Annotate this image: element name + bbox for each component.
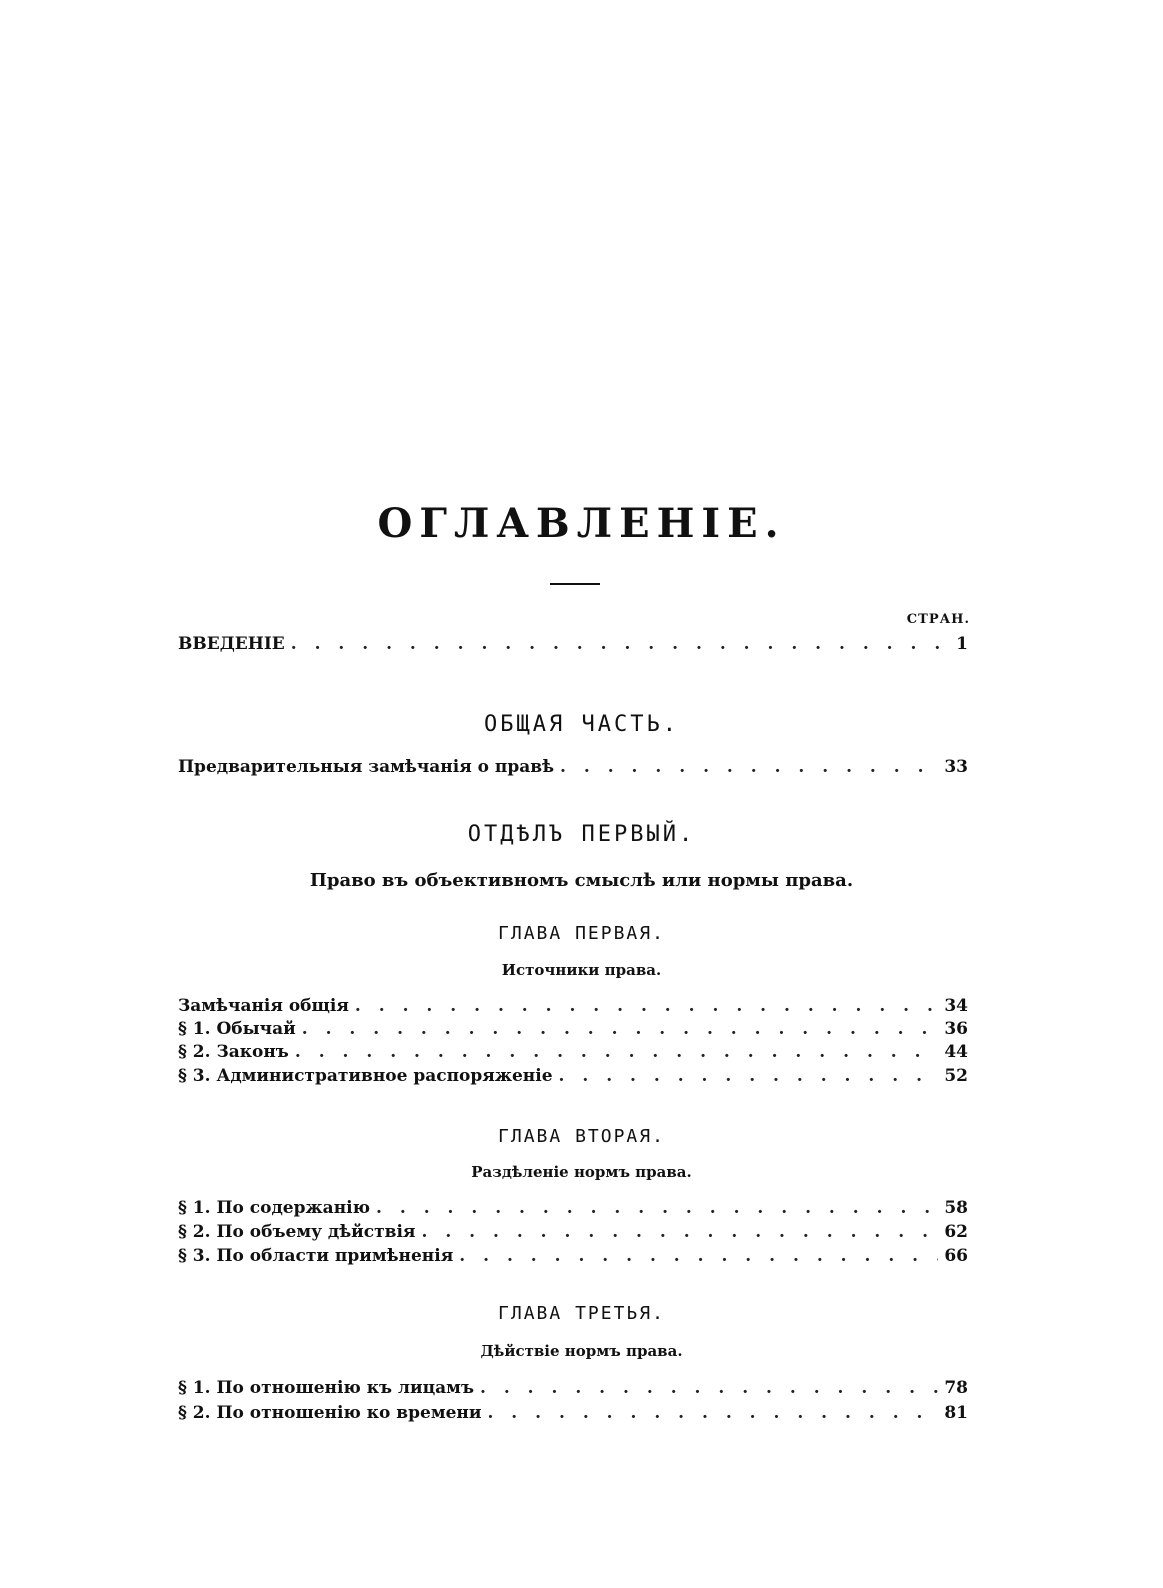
chapter-subheading: Раздѣленіе нормъ права. — [471, 1163, 692, 1181]
toc-entry[interactable] — [178, 1246, 968, 1270]
chapter-subheading: Источники права. — [501, 961, 662, 979]
section-subheading: Право въ объективномъ смыслѣ или нормы права. — [309, 870, 854, 891]
dot-leader — [355, 996, 938, 1016]
toc-entry[interactable] — [178, 757, 968, 781]
toc-entry-label: Замѣчанія общія — [178, 996, 349, 1016]
chapter-heading: ГЛАВА ВТОРАЯ. — [498, 1126, 665, 1147]
toc-entry-page: 34 — [944, 996, 968, 1016]
toc-entry-label: ВВЕДЕНІЕ — [178, 634, 285, 654]
toc-entry-label: Предварительныя замѣчанія о правѣ — [178, 757, 555, 777]
chapter-heading: ГЛАВА ПЕРВАЯ. — [498, 923, 665, 944]
page-title: ОГЛАВЛЕНІЕ. — [377, 500, 786, 547]
toc-entry[interactable] — [178, 1019, 968, 1043]
toc-entry[interactable] — [178, 1198, 968, 1222]
title-rule — [550, 583, 600, 585]
part-heading: ОБЩАЯ ЧАСТЬ. — [484, 712, 679, 737]
toc-entry[interactable] — [178, 1378, 968, 1402]
toc-entry[interactable] — [178, 1066, 968, 1090]
toc-entry-label: § 1. По отношенію къ лицамъ — [178, 1378, 474, 1398]
toc-entry-label: § 2. По объему дѣйствія — [178, 1222, 416, 1242]
toc-entry-label: § 1. Обычай — [178, 1019, 296, 1039]
toc-entry-intro[interactable] — [178, 634, 968, 658]
toc-entry[interactable] — [178, 1222, 968, 1246]
toc-entry-label: § 3. По области примѣненія — [178, 1246, 454, 1266]
dot-leader — [559, 1066, 939, 1086]
toc-entry-label: § 3. Административное распоряженіе — [178, 1066, 553, 1086]
toc-entry-page: 58 — [944, 1198, 968, 1218]
toc-entry-page: 78 — [944, 1378, 968, 1398]
chapter-heading: ГЛАВА ТРЕТЬЯ. — [498, 1303, 665, 1324]
toc-entry-page: 36 — [944, 1019, 968, 1039]
toc-entry-page: 66 — [944, 1246, 968, 1266]
dot-leader — [291, 634, 940, 654]
dot-leader — [459, 1246, 938, 1266]
page-column-label: СТРАН. — [906, 612, 970, 627]
dot-leader — [560, 757, 938, 777]
dot-leader — [480, 1378, 938, 1398]
toc-entry[interactable] — [178, 996, 968, 1020]
toc-entry[interactable] — [178, 1403, 968, 1427]
toc-entry-page: 1 — [956, 634, 968, 654]
toc-entry-label: § 2. По отношенію ко времени — [178, 1403, 482, 1423]
dot-leader — [422, 1222, 939, 1242]
toc-entry-label: § 1. По содержанію — [178, 1198, 371, 1218]
dot-leader — [487, 1403, 938, 1423]
toc-entry-page: 52 — [944, 1066, 968, 1086]
toc-entry-page: 81 — [944, 1403, 968, 1423]
toc-entry-label: § 2. Законъ — [178, 1042, 289, 1062]
chapter-subheading: Дѣйствіе нормъ права. — [480, 1342, 683, 1360]
toc-entry-page: 33 — [944, 757, 968, 777]
toc-entry-page: 44 — [944, 1042, 968, 1062]
toc-entry-page: 62 — [944, 1222, 968, 1242]
dot-leader — [302, 1019, 939, 1039]
toc-entry[interactable] — [178, 1042, 968, 1066]
section-heading: ОТДѢЛЪ ПЕРВЫЙ. — [467, 822, 696, 847]
dot-leader — [376, 1198, 938, 1218]
dot-leader — [295, 1042, 938, 1062]
